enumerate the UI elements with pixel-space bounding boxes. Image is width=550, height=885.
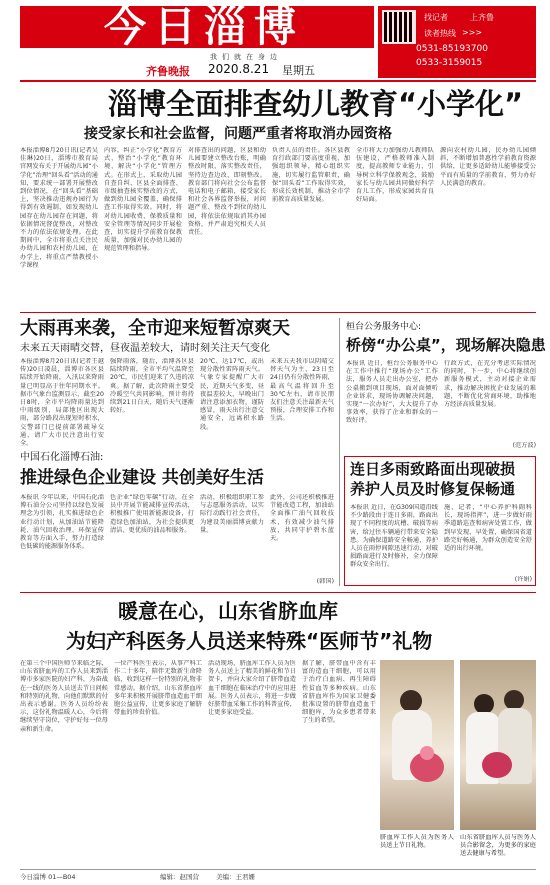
story2-subtitle: 未来五天雨晴交替，昼夜温差较大，请时刻关注天气变化 xyxy=(20,343,270,354)
story5-byline: (许娟) xyxy=(514,576,532,583)
story6-col3: 活动现场，脐血库工作人员为医务人员送上了精美的鲜花和节日贺卡，并向大家介绍了脐带血造血干细胞在临床治疗中的应用进展。医务人员表示，将进一步做好脐带血采集工作的科普宣传，让更多家庭受益。 xyxy=(208,660,296,717)
story1-col6: 源向农村幼儿园，民办幼儿园倾斜，不断增加普惠性学前教育资源供给，让更多适龄幼儿能够接受公平而有质量的学前教育，努力办好人民满意的教育。 xyxy=(440,147,536,187)
top-rule xyxy=(20,80,536,82)
story3-col4: 此外，公司还积极推进节能改造工程，加油站全面推广油气回收技术，有效减少油气排放，共同守护碧水蓝天。 xyxy=(270,494,334,543)
story1-col5: 全市将大力加强幼儿教师队伍建设，严格教师准入制度，提高教师专业能力，引导树立科学保教观念，鼓励家长与幼儿园共同做好科学育儿工作，形成家园共育良好局面。 xyxy=(356,147,434,204)
story4-kicker: 桓台公务服务中心: xyxy=(346,322,422,332)
footer-rule xyxy=(20,869,536,870)
story4-byline: (范方波) xyxy=(512,442,536,449)
column-divider xyxy=(339,318,340,586)
hotline-phone-2[interactable]: 0533-3159015 xyxy=(416,58,483,68)
story1-col3: 对排查出的问题，区县和幼儿园要建立整改台账，明确整改时限，落实整改责任，坚持边查边改、即刻整改。教育部门将向社会公布监督电话和电子邮箱，接受家长和社会各界监督举报，对问题严重、整改不到位的幼儿园，将依法依规取消其办园资格，并严肃追究相关人员责任。 xyxy=(188,147,266,237)
story5-rule xyxy=(20,592,536,593)
masthead-brand: 齐鲁晚报 xyxy=(146,65,190,78)
reporter-label: 找记者 xyxy=(424,13,448,22)
story6-col2: 一位产科医生表示，从事产科工作二十多年，陪伴无数新生命降临，收到这样一份特别的礼物非常感动。据介绍，山东省脐血库多年来积极开展脐带血造血干细胞公益宣传，让更多家庭了解脐带血的珍贵价值。 xyxy=(114,660,202,717)
story2-title: 大雨再来袭，全市迎来短暂凉爽天 xyxy=(20,318,290,339)
story3-col1: 本报讯 今年以来，中国石化淄博石油分公司坚持以绿色发展理念为引领，扎实推进绿色企业行动计划，从加油站节能降耗、油气回收治理、环保宣传教育等方面入手，努力打造绿色低碳的能源服务体系。 xyxy=(20,494,104,551)
hotline-phone-1[interactable]: 0531-85193700 xyxy=(416,44,488,54)
story5-col2: 施，记者，“中心养护科副科长，现场指挥”，进一步做好雨季道路巡查和病害处置工作，做到早发现、早处置，确保国省道路完好畅通，为群众创造安全舒适的出行环境。 xyxy=(444,504,532,553)
story1-title: 淄博全面排查幼儿教育“小学化” xyxy=(108,87,524,121)
masthead-title: 今日淄博 xyxy=(104,2,305,51)
footer-designer: 美编：王君姗 xyxy=(216,873,255,881)
story2-col1: 本报淄博8月20日讯(记者王越传)20日凌晨，淄博市各区县陆续开始降雨，入汛以来降雨量已明显高于往年同期水平。据市气象台监测显示，截至20日8时，全市平均降雨量达到中雨级别，局部地区出现大雨，部分路段出现短时积水，交警部门已提前部署疏导交通，请广大市民注意出行安全。 xyxy=(20,358,104,448)
story5-title-line2: 养护人员及时修复保畅通 xyxy=(350,480,516,498)
story3-col2: 色企业“绿色零碳”行动，在全员中开展节能减排宣传活动，积极推广使用新能源设备，打造绿色加油站，为社会提供更清洁、更优质的油品和服务。 xyxy=(110,494,194,534)
story1-col4: 负责人员的责任。各区县教育行政部门要高度重视，加强组织领导，精心组织实施，切实履行监管职责，确保“回头看”工作取得实效，形成长效机制，推动全市学前教育高质量发展。 xyxy=(272,147,350,204)
masthead-date: 2020.8.21 xyxy=(208,62,270,76)
story4-title: 桥傍“办公桌”，现场解决隐患 xyxy=(346,336,546,354)
story1-col2: 内容，纠正“小学化”教育方式，整治“小学化”教育环境，解决“小学化”管理方式。在形式上，采取幼儿园自查自纠、区县全面排查、市级抽查核实整改的方式，做到幼儿园全覆盖，确保排查工作取得实效。同时，将对幼儿园收费、保教质量和安全管理等情况同步开展检查，切实提升学前教育保教质量，加强对民办幼儿园的规范管理和指导。 xyxy=(104,147,182,253)
hotline-label: 读者热线 xyxy=(424,29,456,38)
story1-col1: 本报淄博8月20日讯(记者吴佳琳)20日，淄博市教育局官网发布关于开展幼儿园“小学化”治理“回头看”活动的通知，要求统一部署开展整改到位情况，在“回头看”基础上，坚决推动违规办园行为得到有效遏制，如发现幼儿园存在幼儿园存在问题，将依据情况督促整改，对整改不力的依法依规处理。在此期间中，全市将重点关注民办幼儿园和农村幼儿园，在办学上，将重点严禁教授小学课程 xyxy=(20,147,98,269)
story4-col2: 行政方式，在充分考虑实际情况的同时，下一步，中心将继续创新服务模式，主动对接企业需求，推动解决困扰企业发展的难题，不断优化营商环境，助推地方经济高质量发展。 xyxy=(444,360,536,409)
qr-code[interactable] xyxy=(382,10,416,44)
story2-col4: 未来五天我市以阴晴交替天气为主，23日至24日仍有分散性阵雨，最高气温将回升至30℃左右，请市民朋友们注意关注最新天气预报，合理安排工作和生活。 xyxy=(270,358,334,423)
story6-title-line1: 暖意在心，山东省脐血库 xyxy=(118,599,338,623)
story3-col3: 活动，积极组织职工参与志愿服务活动，以实际行动践行社会责任，为建设美丽淄博贡献力量。 xyxy=(200,494,264,534)
story3-title: 推进绿色企业建设 共创美好生活 xyxy=(20,468,264,488)
story5-col1: 本报讯 近日，在G309国道沿线不少路段由于连日多雨，路面出现了不同程度的坑槽、破损等病害，给过往车辆通行带来安全隐患。为确保道路安全畅通，养护人员在雨停间隙迅速行动，对破损路面进行及时修补，全力保障群众安全出行。 xyxy=(350,504,438,569)
story1-rule xyxy=(20,312,536,313)
story3-byline: (韩国) xyxy=(316,578,334,585)
footer-editor: 编辑：赵国营 xyxy=(160,873,199,881)
masthead-slogan: 我们就在身边 xyxy=(210,53,282,61)
news-photo-1 xyxy=(380,660,454,830)
story6-col4: 据了解，脐带血中含有丰富的造血干细胞，可以用于治疗白血病、再生障碍性贫血等多种疾病。山东省脐血库作为国家卫健委批准设置的脐带血造血干细胞库，为众多患者带来了生的希望。 xyxy=(302,660,376,725)
news-photo-2 xyxy=(460,660,536,830)
story3-kicker: 中国石化淄博石油: xyxy=(20,452,104,463)
masthead-weekday: 星期五 xyxy=(282,64,315,77)
story4-col1: 本报讯 近日，桓台公务服务中心在工作中推行“现场办公”工作法，服务人员走出办公室，把办公桌搬到项目现场，面对面倾听企业诉求，现场协调解决问题，实现“一次办好”，大大提升了办事效率，获得了企业和群众的一致好评。 xyxy=(346,360,438,425)
hotline-sep: >>> xyxy=(462,28,483,37)
story2-col2: 强降雨落，随后，淄博各区县陆续降雨，全市平均气温降至20℃，市民们迎来了久违的凉爽。据了解，此次降雨主要受冷暖空气共同影响，预计将持续到21日白天，随后天气逐渐转好。 xyxy=(110,358,194,415)
photo-caption-1: 脐血库工作人员为医务人员送上节日礼物。 xyxy=(380,834,454,850)
app-label: 上齐鲁 xyxy=(470,13,494,22)
story5-title-line1: 连日多雨致路面出现破损 xyxy=(350,460,516,478)
story2-col3: 20℃、达17℃，或出现分散性雷阵雨天气。气象专家提醒广大市民，近期天气多变，昼夜温差较大，早晚出门请注意添加衣物，谨防感冒，雨天出行注意交通安全，远离积水路段。 xyxy=(200,358,264,431)
story1-subtitle: 接受家长和社会监督，问题严重者将取消办园资格 xyxy=(84,126,392,142)
footer-page: 今日淄博 01—B04 xyxy=(20,873,76,881)
story6-col1: 在第三个中国医师节来临之际，山东省脐血库的工作人员来到淄博市多家医院的妇产科，为奋战在一线的医务人员送去节日问候和特别的礼物，向他们默默的付出表示感谢。医务人员纷纷表示，这份礼物温暖人心，今后将继续坚守岗位，守护好每一位母亲和新生命。 xyxy=(20,660,108,733)
story6-title-line2: 为妇产科医务人员送来特殊“医师节”礼物 xyxy=(66,629,433,653)
photo-caption-2: 山东省脐血库人员与医务人员合影留念，为更多的家庭送去健康与希望。 xyxy=(460,834,536,858)
